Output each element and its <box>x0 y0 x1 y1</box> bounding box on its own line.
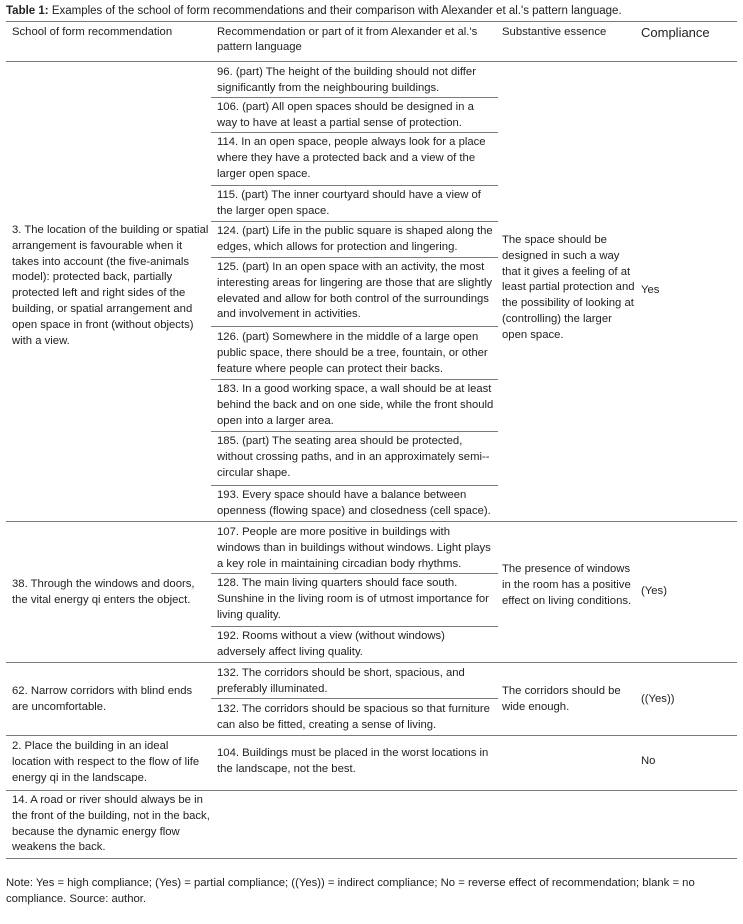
table-top-rule <box>6 21 737 22</box>
table-caption <box>6 3 737 19</box>
caption-text: Examples of the school of form recommendations and their comparison with Alexander et al.'s pattern language. <box>51 5 622 17</box>
row-rule <box>211 185 498 186</box>
recommendation-cell: 192. Rooms without a view (without windows) adversely affect living quality. <box>217 630 445 658</box>
group-rule <box>6 662 737 663</box>
comparison-table <box>6 21 737 861</box>
recommendation-cell: 183. In a good working space, a wall should be at least behind the back and on one side, while the front should open into a larger area. <box>217 383 494 427</box>
recommendation-cell: 115. (part) The inner courtyard should have a view of the larger open space. <box>217 189 481 217</box>
recommendation-cell: 128. The main living quarters should face south. Sunshine in the living room is of utmost importance for living quality. <box>217 577 489 621</box>
school-cell: 3. The location of the building or spatial arrangement is favourable when it takes into account (the five-animals model): protected back, partially protected left and right sides of the building, or spatial arrangement and open space in front (without objects) with a view. <box>12 224 209 347</box>
compliance-cell: No <box>641 755 656 767</box>
row-rule <box>211 431 498 432</box>
school-cell: 2. Place the building in an ideal location with respect to the flow of life energy qi in the landscape. <box>12 740 200 784</box>
essence-cell: The space should be designed in such a way that it gives a feeling of at least partial protection and the possibility of looking at (controlling) the larger open space. <box>502 234 635 341</box>
essence-cell: The presence of windows in the room has a positive effect on living conditions. <box>502 563 632 607</box>
header-essence: Substantive essence <box>502 26 607 38</box>
recommendation-cell: 114. In an open space, people always look for a place where they have a protected back and a view of the larger open space. <box>217 136 486 180</box>
row-rule <box>211 626 498 627</box>
table-bottom-rule <box>6 858 737 859</box>
row-rule <box>211 132 498 133</box>
row-rule <box>211 221 498 222</box>
recommendation-cell: 193. Every space should have a balance between openness (flowing space) and closedness (cell space). <box>217 489 491 517</box>
row-rule <box>211 485 498 486</box>
header-compliance: Compliance <box>641 25 710 40</box>
compliance-cell: (Yes) <box>641 585 667 597</box>
recommendation-cell: 126. (part) Somewhere in the middle of a large open public space, there should be a tree, fountain, or other feature where people can protect their backs. <box>217 331 488 375</box>
school-cell: 14. A road or river should always be in the front of the building, not in the back, because the dynamic energy flow weakens the back. <box>12 794 210 854</box>
recommendation-cell: 107. People are more positive in buildings with windows than in buildings without windows. Light plays a key role in maintaining circadian body rhythms. <box>217 526 491 570</box>
group-rule <box>6 521 737 522</box>
group-rule <box>6 735 737 736</box>
group-rule <box>6 790 737 791</box>
recommendation-cell: 124. (part) Life in the public square is shaped along the edges, which allows for protection and lingering. <box>217 225 493 253</box>
recommendation-cell: 132. The corridors should be short, spacious, and preferably illuminated. <box>217 667 465 695</box>
header-recommendation: Recommendation or part of it from Alexander et al.'s pattern language <box>217 26 478 53</box>
row-rule <box>211 326 498 327</box>
row-rule <box>211 379 498 380</box>
school-cell: 38. Through the windows and doors, the vital energy qi enters the object. <box>12 578 195 606</box>
row-rule <box>211 97 498 98</box>
recommendation-cell: 106. (part) All open spaces should be designed in a way to have at least a partial sense of protection. <box>217 101 474 129</box>
recommendation-cell: 185. (part) The seating area should be protected, without crossing paths, and in an approximately semi--circular shape. <box>217 435 490 479</box>
recommendation-cell: 96. (part) The height of the building should not differ significantly from the neighbouring buildings. <box>217 66 476 94</box>
header-rule <box>6 61 737 62</box>
table-note: Note: Yes = high compliance; (Yes) = partial compliance; ((Yes)) = indirect compliance; No = reverse effect of recommendation; blank = no compliance. Source: author. <box>6 877 695 905</box>
recommendation-cell: 125. (part) In an open space with an activity, the most interesting areas for lingering are those that are slightly elevated and allow for both control of the surroundings and involvement in activities. <box>217 261 493 321</box>
essence-cell: The corridors should be wide enough. <box>502 685 621 713</box>
school-cell: 62. Narrow corridors with blind ends are uncomfortable. <box>12 685 193 713</box>
recommendation-cell: 132. The corridors should be spacious so that furniture can also be fitted, creating a sense of living. <box>217 703 490 731</box>
compliance-cell: Yes <box>641 284 660 296</box>
recommendation-cell: 104. Buildings must be placed in the worst locations in the landscape, not the best. <box>217 747 489 775</box>
caption-label: Table 1: <box>6 5 49 17</box>
row-rule <box>211 698 498 699</box>
compliance-cell: ((Yes)) <box>641 693 675 705</box>
row-rule <box>211 257 498 258</box>
row-rule <box>211 573 498 574</box>
header-school: School of form recommendation <box>12 26 173 38</box>
